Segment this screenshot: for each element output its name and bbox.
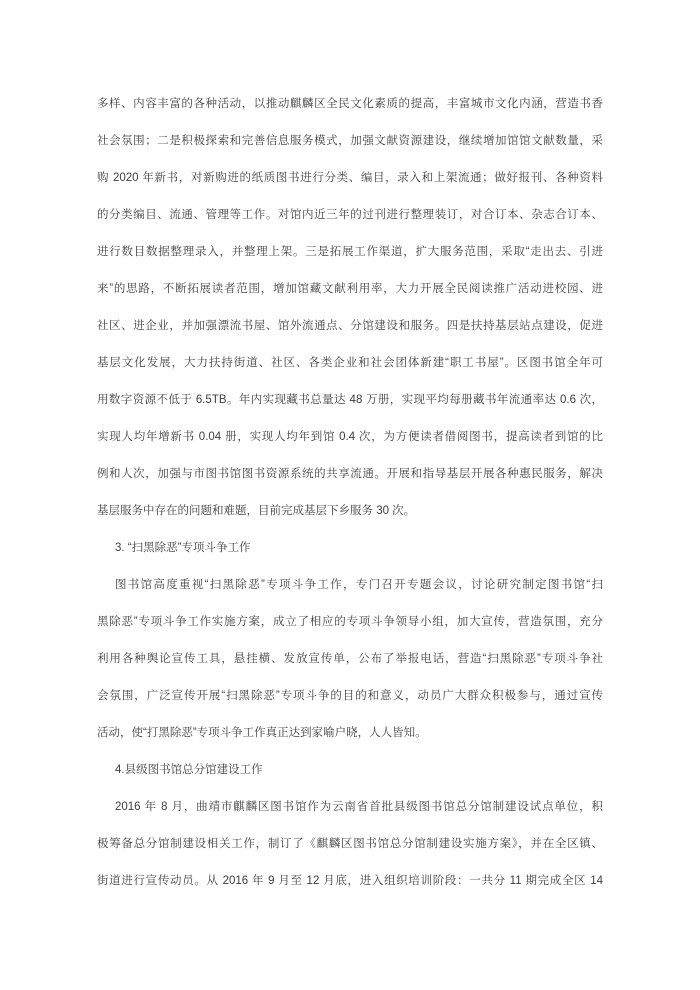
text-line: 黑除恶”专项斗争工作实施方案，成立了相应的专项斗争领导小组，加大宣传，营造氛围，充分: [97, 616, 603, 628]
text-line: 例和人次，加强与市图书馆图书资源系统的共享流通。开展和指导基层开展各种惠民服务，解决: [97, 468, 603, 480]
text-line: 极筹备总分馆制建设相关工作，制订了《麒麟区图书馆总分馆制建设实施方案》，并在全区镇、: [97, 838, 603, 850]
text-line: 用数字资源不低于 6.5TB。年内实现藏书总量达 48 万册，实现平均每册藏书年流通率达 0.6 次，: [97, 394, 603, 406]
text-line-paragraph-start: 图书馆高度重视“扫黑除恶”专项斗争工作，专门召开专题会议，讨论研究制定图书馆“扫: [115, 579, 603, 591]
text-line: 来”的思路，不断拓展读者范围，增加馆藏文献利用率，大力开展全民阅读推广活动进校园、进: [97, 283, 603, 295]
text-line: 的分类编目、流通、管理等工作。对馆内近三年的过刊进行整理装订，对合订本、杂志合订本、: [97, 209, 603, 221]
text-line: 进行数目数据整理录入，并整理上架。三是拓展工作渠道，扩大服务范围，采取“走出去、引进: [97, 246, 603, 258]
section-heading-4: 4.县级图书馆总分馆建设工作: [115, 764, 263, 776]
text-line-paragraph-start: 2016 年 8 月，曲靖市麒麟区图书馆作为云南省首批县级图书馆总分馆制建设试点单位，积: [115, 801, 603, 813]
text-line: 利用各种舆论宣传工具，悬挂横、发放宣传单，公布了举报电话，营造“扫黑除恶”专项斗争社: [97, 653, 603, 665]
document-text-block: [97, 86, 603, 900]
text-line: 社会氛围；二是积极探索和完善信息服务模式，加强文献资源建设，继续增加馆馆文献数量，采: [97, 135, 603, 147]
text-line: 会氛围，广泛宣传开展“扫黑除恶”专项斗争的目的和意义，动员广大群众积极参与，通过宣传: [97, 690, 603, 702]
text-line: 社区、进企业，并加强漂流书屋、馆外流通点、分馆建设和服务。四是扶持基层站点建设，促进: [97, 320, 603, 332]
text-line-paragraph-end: 活动，使“打黑除恶”专项斗争工作真正达到家喻户晓，人人皆知。: [97, 727, 427, 739]
text-line: 多样、内容丰富的各种活动，以推动麒麟区全民文化素质的提高，丰富城市文化内涵，营造书香: [97, 98, 603, 110]
text-line: 实现人均年增新书 0.04 册，实现人均年到馆 0.4 次，为方便读者借阅图书，提高读者到馆的比: [97, 431, 603, 443]
text-line-paragraph-end: 基层服务中存在的问题和难题，目前完成基层下乡服务 30 次。: [97, 505, 416, 517]
section-heading-3: 3. “扫黑除恶”专项斗争工作: [115, 542, 251, 554]
text-line: 基层文化发展，大力扶持街道、社区、各类企业和社会团体新建“职工书屋”。区图书馆全年可: [97, 357, 603, 369]
text-line: 街道进行宣传动员。从 2016 年 9 月至 12 月底，进入组织培训阶段：一共分 11 期完成全区 14: [97, 875, 603, 887]
text-line: 购 2020 年新书，对新购进的纸质图书进行分类、编目，录入和上架流通；做好报刊、各种资料: [97, 172, 603, 184]
